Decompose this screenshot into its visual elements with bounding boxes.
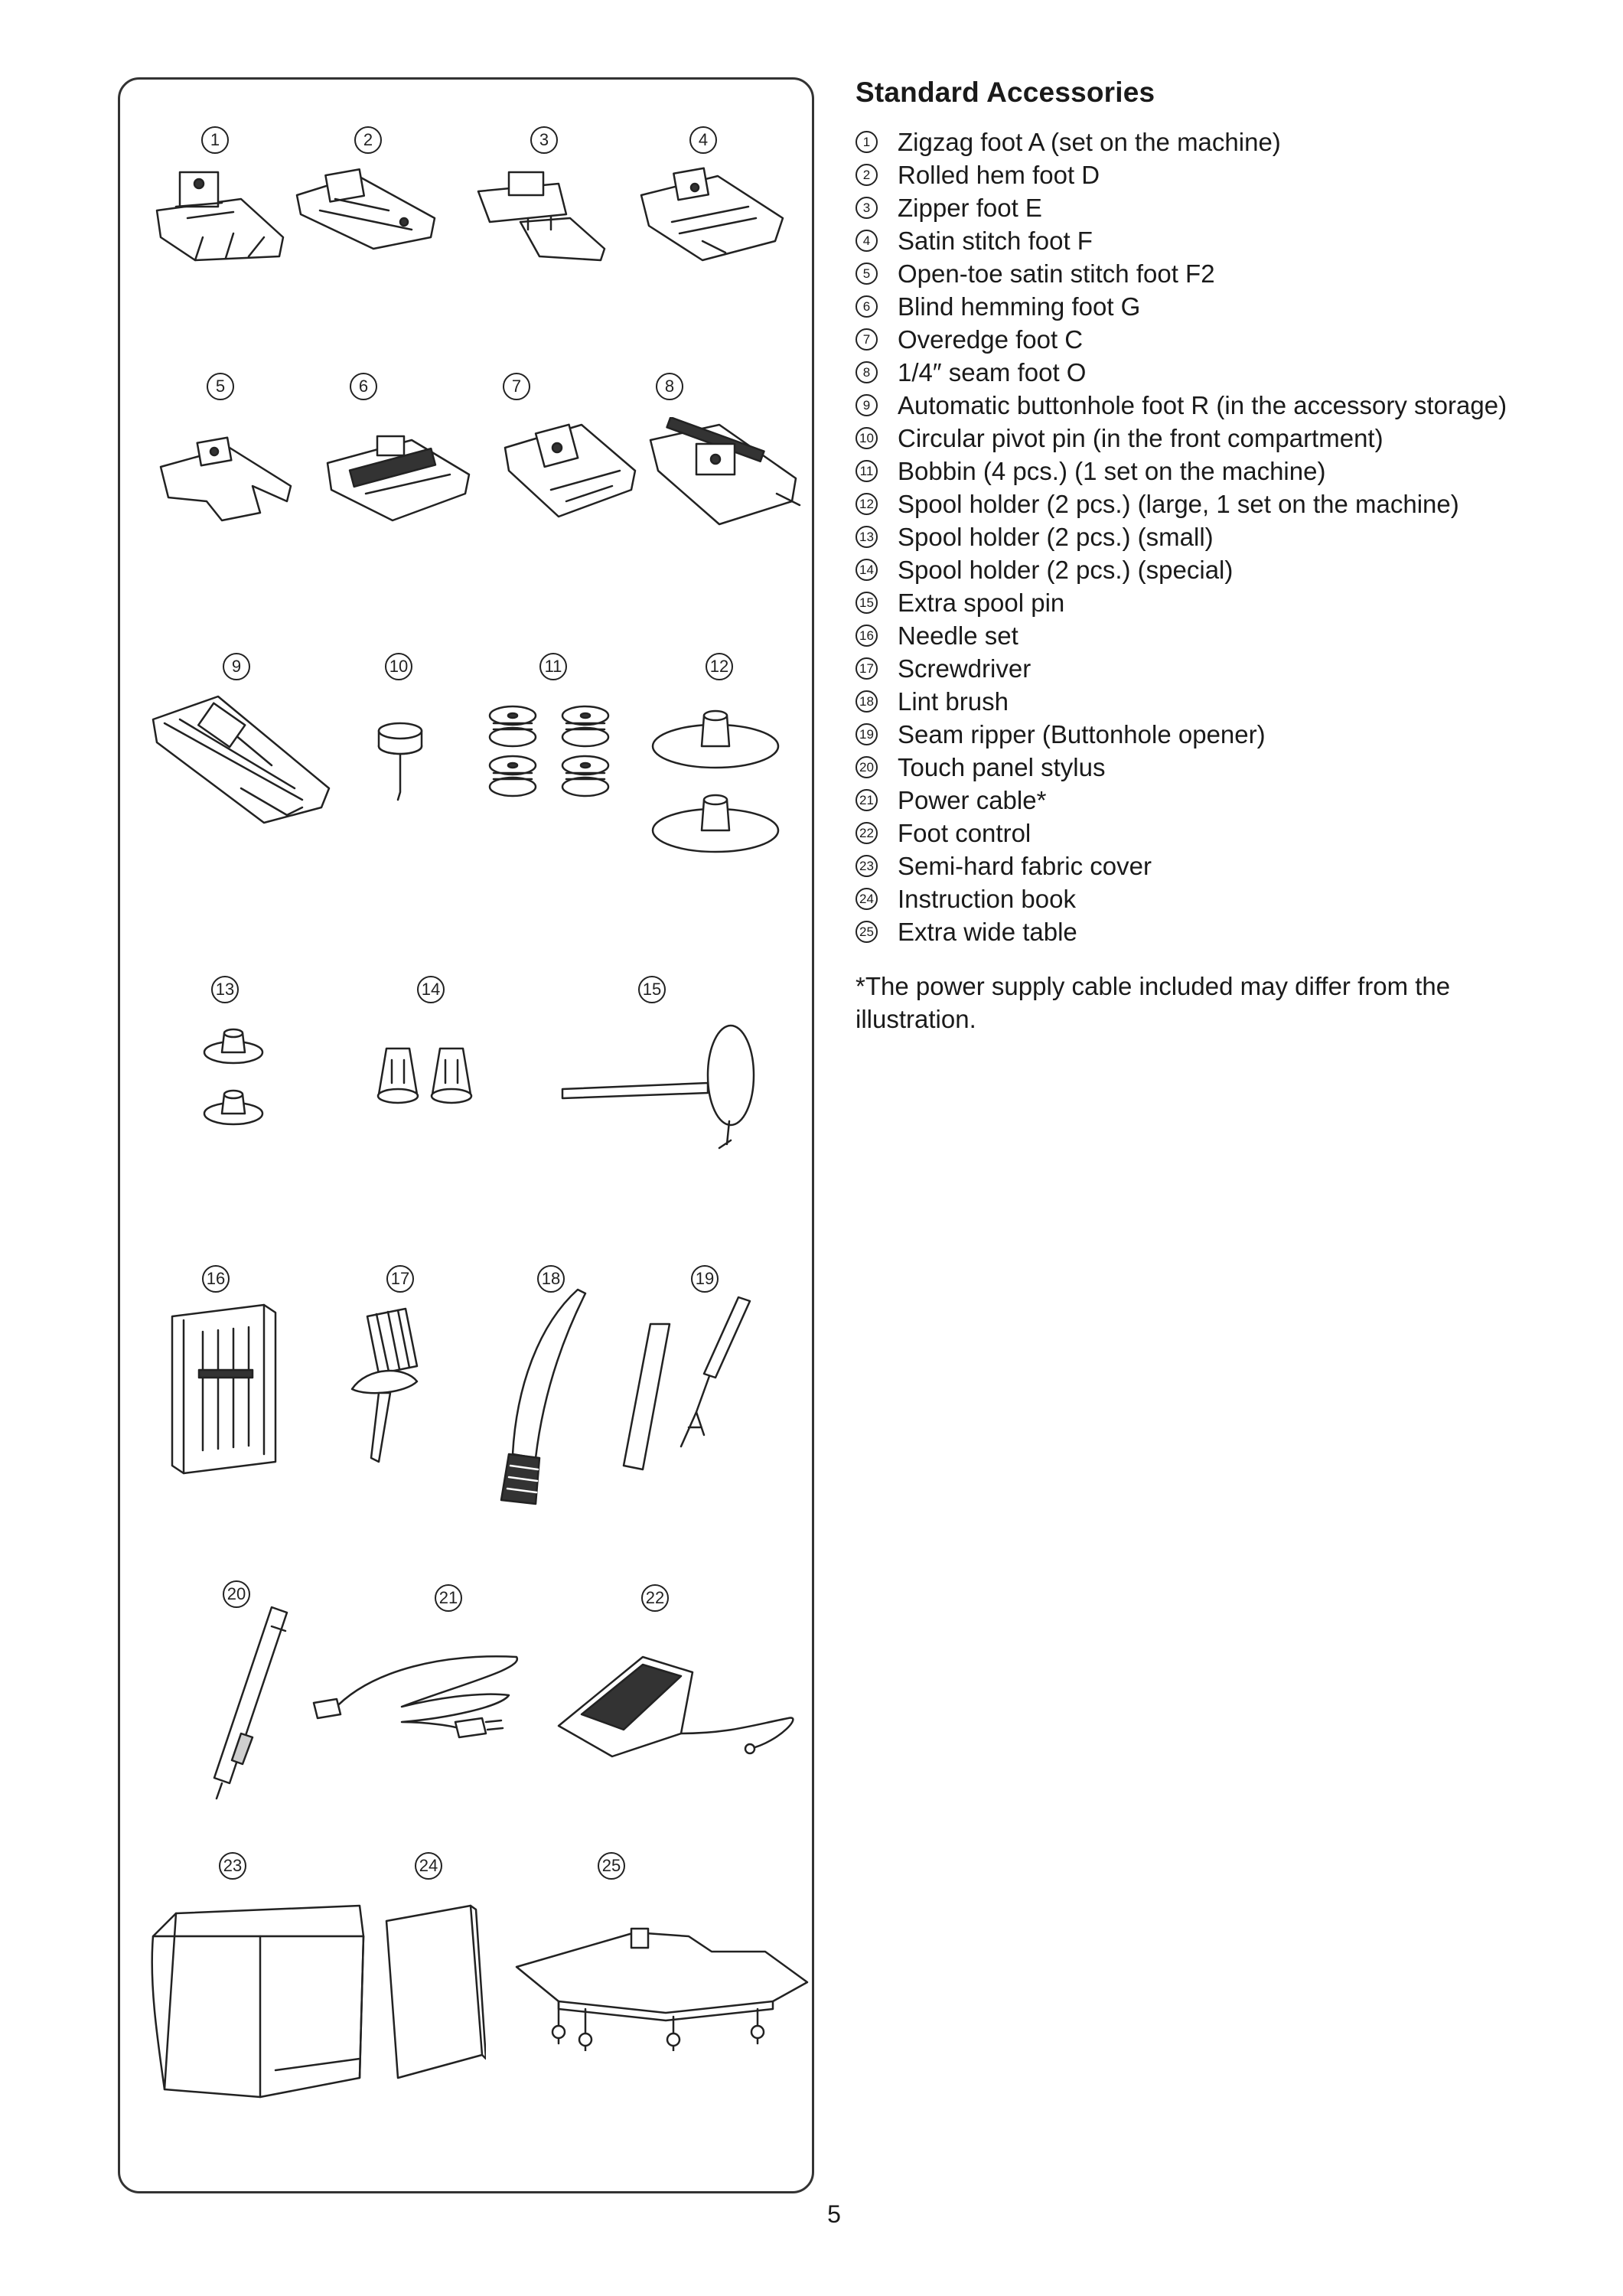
needle-set-illustration [165,1301,279,1477]
item-number-badge: 23 [855,855,878,877]
spool-holder-small-illustration [199,1022,268,1137]
zigzag-foot-a-illustration [149,165,295,272]
item-number-badge: 17 [855,657,878,680]
zipper-foot-e-illustration [467,165,612,264]
item-label: Satin stitch foot F [898,227,1093,255]
open-toe-satin-foot-f2-illustration [153,429,298,528]
item-number-badge: 19 [855,723,878,745]
list-item [855,685,1590,718]
extra-wide-table-illustration [513,1898,811,2051]
item-number-badge: 13 [855,526,878,548]
item-number-badge: 25 [855,921,878,943]
list-item [855,751,1590,784]
circular-pivot-pin-illustration [373,719,427,804]
power-cable-note: *The power supply cable included may differ from the illustration. [855,972,1451,1033]
satin-stitch-foot-f-illustration [634,165,787,264]
spool-holder-special-illustration [375,1041,482,1110]
automatic-buttonhole-foot-r-illustration [149,681,333,827]
item-label: Screwdriver [898,654,1031,683]
list-item [855,915,1590,948]
item-label: Spool holder (2 pcs.) (small) [898,523,1214,551]
item-label: Power cable* [898,786,1047,814]
foot-control-illustration [551,1642,803,1764]
callout-16: 16 [202,1265,230,1293]
item-label: Seam ripper (Buttonhole opener) [898,720,1266,748]
item-number-badge: 1 [855,131,878,153]
list-item [855,586,1590,619]
accessory-list [855,126,1590,948]
callout-17: 17 [386,1265,414,1293]
item-number-badge: 15 [855,592,878,614]
list-item [855,619,1590,652]
item-label: Lint brush [898,687,1009,716]
spool-holder-large-illustration [647,693,784,861]
callout-25: 25 [598,1852,625,1880]
item-label: 1/4″ seam foot O [898,358,1087,386]
item-label: Zigzag foot A (set on the machine) [898,128,1281,156]
list-item [855,389,1590,422]
item-number-badge: 8 [855,361,878,383]
list-item [855,158,1590,191]
list-item [855,290,1590,323]
accessories-text-column [855,77,1590,1061]
callout-9: 9 [223,653,250,680]
item-number-badge: 2 [855,164,878,186]
list-item [855,784,1590,817]
lint-brush-illustration [478,1286,593,1508]
callout-5: 5 [207,373,234,400]
list-item [855,323,1590,356]
item-number-badge: 4 [855,230,878,252]
item-label: Automatic buttonhole foot R (in the accessory storage) [898,391,1507,419]
callout-22: 22 [641,1584,669,1612]
list-item [855,817,1590,850]
overedge-foot-c-illustration [497,417,643,524]
callout-13: 13 [211,976,239,1003]
item-label: Circular pivot pin (in the front compartment) [898,424,1383,452]
callout-18: 18 [537,1265,565,1293]
item-number-badge: 20 [855,756,878,778]
callout-7: 7 [503,373,530,400]
item-label: Foot control [898,819,1031,847]
item-number-badge: 5 [855,263,878,285]
item-label: Overedge foot C [898,325,1084,354]
callout-3: 3 [530,126,558,154]
item-label: Zipper foot E [898,194,1042,222]
callout-2: 2 [354,126,382,154]
list-item [855,520,1590,553]
item-number-badge: 7 [855,328,878,351]
callout-14: 14 [417,976,445,1003]
item-number-badge: 12 [855,493,878,515]
callout-19: 19 [691,1265,719,1293]
item-label: Touch panel stylus [898,753,1106,781]
callout-11: 11 [539,653,567,680]
list-item [855,488,1590,520]
section-title: Standard Accessories [855,77,1155,108]
screwdriver-illustration [337,1305,429,1473]
callout-21: 21 [435,1584,462,1612]
item-label: Spool holder (2 pcs.) (large, 1 set on the machine) [898,490,1459,518]
list-item [855,718,1590,751]
list-item [855,126,1590,158]
instruction-book-illustration [383,1902,486,2082]
callout-12: 12 [706,653,733,680]
list-item [855,652,1590,685]
item-number-badge: 11 [855,460,878,482]
item-label: Rolled hem foot D [898,161,1100,189]
fabric-cover-illustration [145,1883,375,2105]
list-item [855,191,1590,224]
item-label: Bobbin (4 pcs.) (1 set on the machine) [898,457,1326,485]
item-number-badge: 22 [855,822,878,844]
item-label: Semi-hard fabric cover [898,852,1152,880]
extra-spool-pin-illustration [555,1014,777,1156]
item-number-badge: 6 [855,295,878,318]
callout-8: 8 [656,373,683,400]
seam-foot-o-illustration [643,417,803,532]
seam-ripper-illustration [612,1293,765,1477]
item-label: Extra wide table [898,918,1077,946]
touch-panel-stylus-illustration [195,1603,302,1802]
callout-23: 23 [219,1852,246,1880]
item-label: Spool holder (2 pcs.) (special) [898,556,1234,584]
item-number-badge: 16 [855,625,878,647]
item-number-badge: 21 [855,789,878,811]
callout-4: 4 [689,126,717,154]
item-label: Blind hemming foot G [898,292,1141,321]
item-number-badge: 3 [855,197,878,219]
list-item [855,356,1590,389]
callout-15: 15 [638,976,666,1003]
callout-6: 6 [350,373,377,400]
item-label: Open-toe satin stitch foot F2 [898,259,1215,288]
callout-10: 10 [385,653,412,680]
item-number-badge: 10 [855,427,878,449]
list-item [855,882,1590,915]
list-item [855,257,1590,290]
callout-20: 20 [223,1580,250,1608]
list-item [855,455,1590,488]
blind-hemming-foot-g-illustration [320,429,473,528]
list-item [855,224,1590,257]
item-number-badge: 18 [855,690,878,713]
list-item [855,553,1590,586]
item-label: Extra spool pin [898,589,1065,617]
item-label: Instruction book [898,885,1076,913]
list-item [855,850,1590,882]
bobbins-illustration [478,700,624,815]
power-cable-illustration [310,1638,532,1753]
item-number-badge: 24 [855,888,878,910]
list-item [855,422,1590,455]
rolled-hem-foot-d-illustration [289,165,442,256]
callout-1: 1 [201,126,229,154]
item-number-badge: 9 [855,394,878,416]
item-number-badge: 14 [855,559,878,581]
callout-24: 24 [415,1852,442,1880]
item-label: Needle set [898,621,1018,650]
page-number: 5 [827,2200,841,2228]
